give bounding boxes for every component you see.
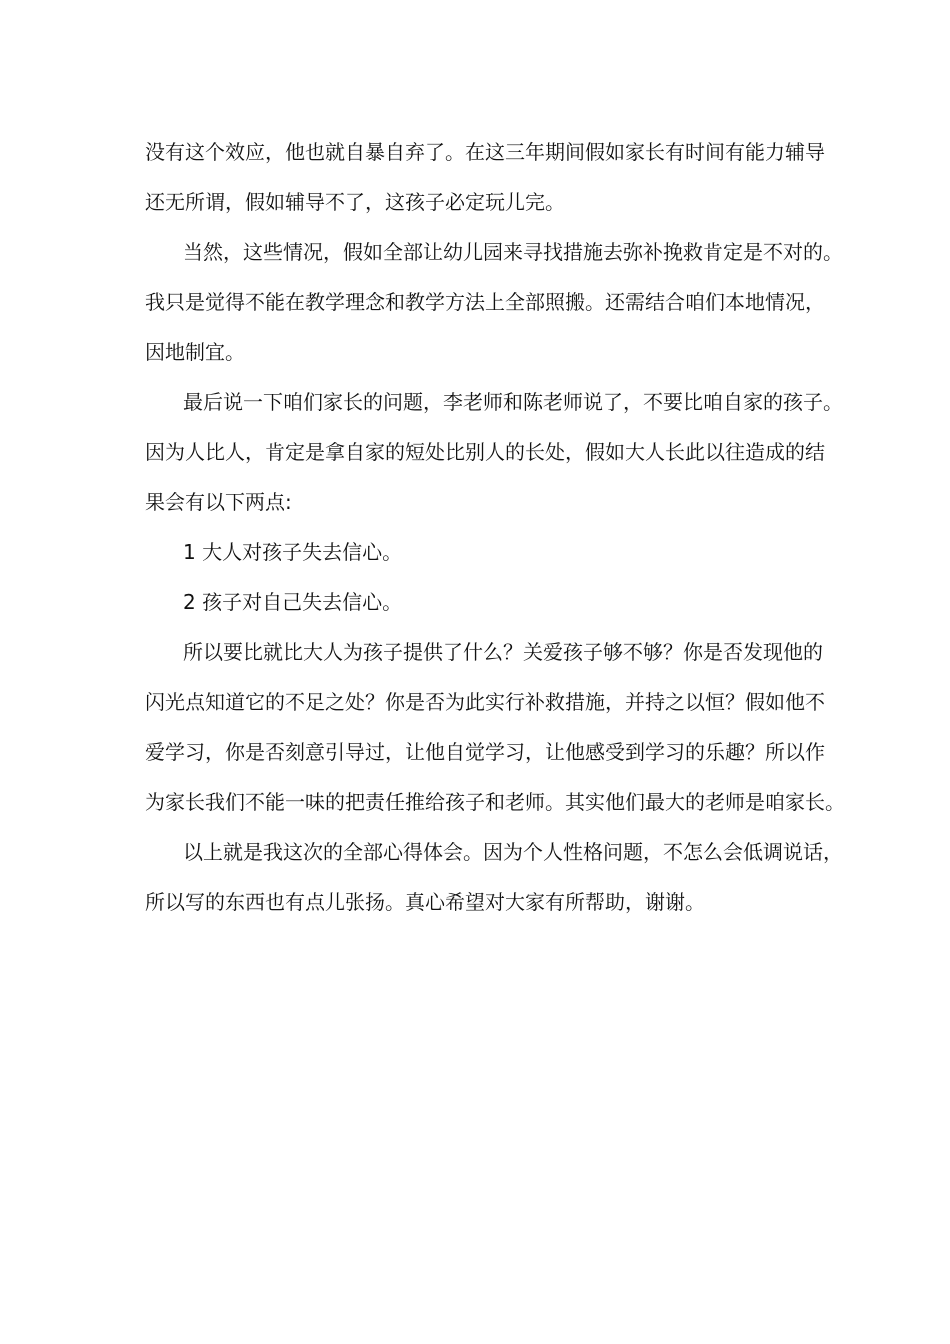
text-line: 因为人比人，肯定是拿自家的短处比别人的长处，假如大人长此以往造成的结 <box>145 440 825 464</box>
paragraph-3 <box>145 377 843 527</box>
text-line: 以上就是我这次的全部心得体会。因为个人性格问题，不怎么会低调说话， <box>183 840 843 864</box>
text-line: 没有这个效应，他也就自暴自弃了。在这三年期间假如家长有时间有能力辅导 <box>145 140 825 164</box>
text-line: 为家长我们不能一味的把责任推给孩子和老师。其实他们最大的老师是咱家长。 <box>145 790 845 814</box>
list-item-2 <box>145 577 810 627</box>
text-line: 1 大人对孩子失去信心。 <box>183 540 403 564</box>
text-line: 所以要比就比大人为孩子提供了什么？关爱孩子够不够？你是否发现他的 <box>183 640 823 664</box>
list-item-1 <box>145 527 810 577</box>
document-body <box>145 127 845 927</box>
text-line: 2 孩子对自己失去信心。 <box>183 590 403 614</box>
text-line: 因地制宜。 <box>145 340 245 364</box>
paragraph-1 <box>145 127 825 227</box>
text-line: 爱学习，你是否刻意引导过，让他自觉学习，让他感受到学习的乐趣？所以作 <box>145 740 825 764</box>
text-line: 当然，这些情况，假如全部让幼儿园来寻找措施去弥补挽救肯定是不对的。 <box>183 240 843 264</box>
text-line: 还无所谓，假如辅导不了，这孩子必定玩儿完。 <box>145 190 565 214</box>
text-line: 所以写的东西也有点儿张扬。真心希望对大家有所帮助，谢谢。 <box>145 890 705 914</box>
paragraph-4 <box>145 627 845 827</box>
text-line: 果会有以下两点: <box>145 490 292 514</box>
paragraph-5 <box>145 827 843 927</box>
paragraph-2 <box>145 227 843 377</box>
text-line: 闪光点知道它的不足之处？你是否为此实行补救措施，并持之以恒？假如他不 <box>145 690 825 714</box>
text-line: 最后说一下咱们家长的问题，李老师和陈老师说了，不要比咱自家的孩子。 <box>183 390 843 414</box>
text-line: 我只是觉得不能在教学理念和教学方法上全部照搬。还需结合咱们本地情况， <box>145 290 825 314</box>
